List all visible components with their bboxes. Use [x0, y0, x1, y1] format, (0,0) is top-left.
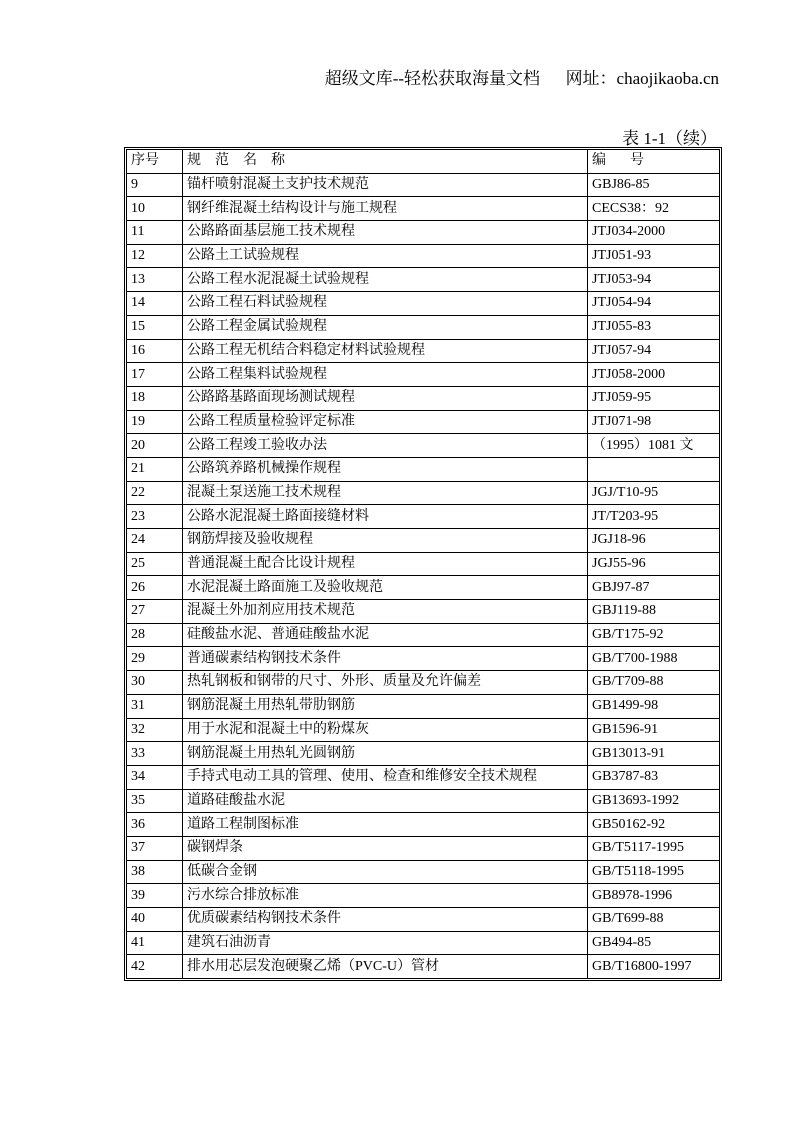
- row-name: 公路工程石料试验规程: [183, 292, 588, 316]
- row-index: 21: [127, 457, 183, 481]
- table-row: [127, 931, 719, 955]
- row-code: GB/T5117-1995: [588, 836, 720, 860]
- table-row: [127, 955, 719, 978]
- row-name: 公路筑养路机械操作规程: [183, 457, 588, 481]
- table-header-row: [127, 150, 719, 173]
- row-index: 10: [127, 197, 183, 221]
- row-name: 公路工程集料试验规程: [183, 363, 588, 387]
- row-name: 公路土工试验规程: [183, 244, 588, 268]
- row-name: 公路路基路面现场测试规程: [183, 386, 588, 410]
- row-code: JTJ055-83: [588, 315, 720, 339]
- table-row: [127, 576, 719, 600]
- table-row: [127, 671, 719, 695]
- row-code: GB3787-83: [588, 765, 720, 789]
- row-name: 低碳合金钢: [183, 860, 588, 884]
- header-index: 序号: [127, 150, 183, 173]
- header-code: 编号: [588, 150, 720, 173]
- row-name: 优质碳素结构钢技术条件: [183, 908, 588, 932]
- row-name: 锚杆喷射混凝土支护技术规范: [183, 173, 588, 197]
- row-index: 37: [127, 836, 183, 860]
- row-index: 16: [127, 339, 183, 363]
- row-code: JTJ051-93: [588, 244, 720, 268]
- table-row: [127, 363, 719, 387]
- row-index: 42: [127, 955, 183, 978]
- row-name: 混凝土外加剂应用技术规范: [183, 600, 588, 624]
- row-name: 普通混凝土配合比设计规程: [183, 552, 588, 576]
- table-caption: 表 1-1（续）: [622, 129, 717, 148]
- table-row: [127, 694, 719, 718]
- row-code: JTJ057-94: [588, 339, 720, 363]
- site-name: 超级文库--轻松获取海量文档: [324, 69, 541, 88]
- header-name: 规范名称: [183, 150, 588, 173]
- row-index: 22: [127, 481, 183, 505]
- row-index: 36: [127, 813, 183, 837]
- row-index: 20: [127, 434, 183, 458]
- table-row: [127, 552, 719, 576]
- table-row: [127, 884, 719, 908]
- row-code: JTJ034-2000: [588, 221, 720, 245]
- table-row: [127, 434, 719, 458]
- row-code: JTJ058-2000: [588, 363, 720, 387]
- row-index: 39: [127, 884, 183, 908]
- row-code: GB1499-98: [588, 694, 720, 718]
- row-name: 硅酸盐水泥、普通硅酸盐水泥: [183, 623, 588, 647]
- row-code: JGJ18-96: [588, 529, 720, 553]
- row-code: GBJ86-85: [588, 173, 720, 197]
- table-row: [127, 623, 719, 647]
- row-code: JTJ053-94: [588, 268, 720, 292]
- table-row: [127, 292, 719, 316]
- row-index: 25: [127, 552, 183, 576]
- row-index: 35: [127, 789, 183, 813]
- row-index: 13: [127, 268, 183, 292]
- row-index: 12: [127, 244, 183, 268]
- row-name: 污水综合排放标准: [183, 884, 588, 908]
- table-row: [127, 529, 719, 553]
- table-row: [127, 221, 719, 245]
- row-index: 23: [127, 505, 183, 529]
- table-row: [127, 315, 719, 339]
- row-name: 公路路面基层施工技术规程: [183, 221, 588, 245]
- table-row: [127, 244, 719, 268]
- table-row: [127, 718, 719, 742]
- row-code: JTJ059-95: [588, 386, 720, 410]
- table-row: [127, 339, 719, 363]
- row-code: GBJ97-87: [588, 576, 720, 600]
- row-index: 15: [127, 315, 183, 339]
- row-index: 18: [127, 386, 183, 410]
- row-name: 道路工程制图标准: [183, 813, 588, 837]
- row-code: GB/T5118-1995: [588, 860, 720, 884]
- row-code: GB494-85: [588, 931, 720, 955]
- table-row: [127, 742, 719, 766]
- page-header: [325, 64, 719, 89]
- row-index: 33: [127, 742, 183, 766]
- row-index: 24: [127, 529, 183, 553]
- row-name: 排水用芯层发泡硬聚乙烯（PVC-U）管材: [183, 955, 588, 978]
- table-row: [127, 386, 719, 410]
- row-name: 钢纤维混凝土结构设计与施工规程: [183, 197, 588, 221]
- row-name: 公路工程金属试验规程: [183, 315, 588, 339]
- row-name: 建筑石油沥青: [183, 931, 588, 955]
- table-row: [127, 789, 719, 813]
- row-index: 9: [127, 173, 183, 197]
- row-index: 14: [127, 292, 183, 316]
- row-name: 钢筋混凝土用热轧光圆钢筋: [183, 742, 588, 766]
- row-index: 40: [127, 908, 183, 932]
- row-code: JTJ071-98: [588, 410, 720, 434]
- row-index: 31: [127, 694, 183, 718]
- row-name: 公路工程水泥混凝土试验规程: [183, 268, 588, 292]
- row-name: 公路工程无机结合料稳定材料试验规程: [183, 339, 588, 363]
- row-code: GB/T709-88: [588, 671, 720, 695]
- row-name: 水泥混凝土路面施工及验收规范: [183, 576, 588, 600]
- table-row: [127, 860, 719, 884]
- row-code: CECS38：92: [588, 197, 720, 221]
- row-name: 手持式电动工具的管理、使用、检查和维修安全技术规程: [183, 765, 588, 789]
- row-code: JT/T203-95: [588, 505, 720, 529]
- row-name: 公路工程竣工验收办法: [183, 434, 588, 458]
- row-index: 27: [127, 600, 183, 624]
- row-index: 17: [127, 363, 183, 387]
- row-name: 钢筋混凝土用热轧带肋钢筋: [183, 694, 588, 718]
- table-row: [127, 600, 719, 624]
- table-row: [127, 410, 719, 434]
- row-index: 32: [127, 718, 183, 742]
- table-row: [127, 765, 719, 789]
- row-name: 钢筋焊接及验收规程: [183, 529, 588, 553]
- row-code: [588, 457, 720, 481]
- row-index: 28: [127, 623, 183, 647]
- row-code: JTJ054-94: [588, 292, 720, 316]
- table-row: [127, 647, 719, 671]
- row-code: GB13693-1992: [588, 789, 720, 813]
- row-code: GB13013-91: [588, 742, 720, 766]
- row-index: 38: [127, 860, 183, 884]
- table-row: [127, 173, 719, 197]
- row-index: 30: [127, 671, 183, 695]
- row-code: GB/T16800-1997: [588, 955, 720, 978]
- site-url: 网址：chaojikaoba.cn: [565, 69, 719, 88]
- row-code: GB/T700-1988: [588, 647, 720, 671]
- row-code: GB8978-1996: [588, 884, 720, 908]
- row-code: GB/T175-92: [588, 623, 720, 647]
- table-row: [127, 908, 719, 932]
- row-code: GB50162-92: [588, 813, 720, 837]
- table-row: [127, 813, 719, 837]
- row-code: JGJ55-96: [588, 552, 720, 576]
- table-row: [127, 268, 719, 292]
- table-row: [127, 505, 719, 529]
- row-name: 用于水泥和混凝土中的粉煤灰: [183, 718, 588, 742]
- row-index: 29: [127, 647, 183, 671]
- row-index: 34: [127, 765, 183, 789]
- table-row: [127, 197, 719, 221]
- row-code: GBJ119-88: [588, 600, 720, 624]
- row-code: JGJ/T10-95: [588, 481, 720, 505]
- row-index: 11: [127, 221, 183, 245]
- row-index: 26: [127, 576, 183, 600]
- row-name: 碳钢焊条: [183, 836, 588, 860]
- table-row: [127, 836, 719, 860]
- table-row: [127, 481, 719, 505]
- row-name: 道路硅酸盐水泥: [183, 789, 588, 813]
- row-name: 公路水泥混凝土路面接缝材料: [183, 505, 588, 529]
- row-index: 41: [127, 931, 183, 955]
- standards-table: [124, 147, 722, 981]
- row-code: GB/T699-88: [588, 908, 720, 932]
- row-name: 热轧钢板和钢带的尺寸、外形、质量及允许偏差: [183, 671, 588, 695]
- row-name: 普通碳素结构钢技术条件: [183, 647, 588, 671]
- row-name: 公路工程质量检验评定标准: [183, 410, 588, 434]
- row-name: 混凝土泵送施工技术规程: [183, 481, 588, 505]
- row-index: 19: [127, 410, 183, 434]
- row-code: （1995）1081 文: [588, 434, 720, 458]
- table-row: [127, 457, 719, 481]
- row-code: GB1596-91: [588, 718, 720, 742]
